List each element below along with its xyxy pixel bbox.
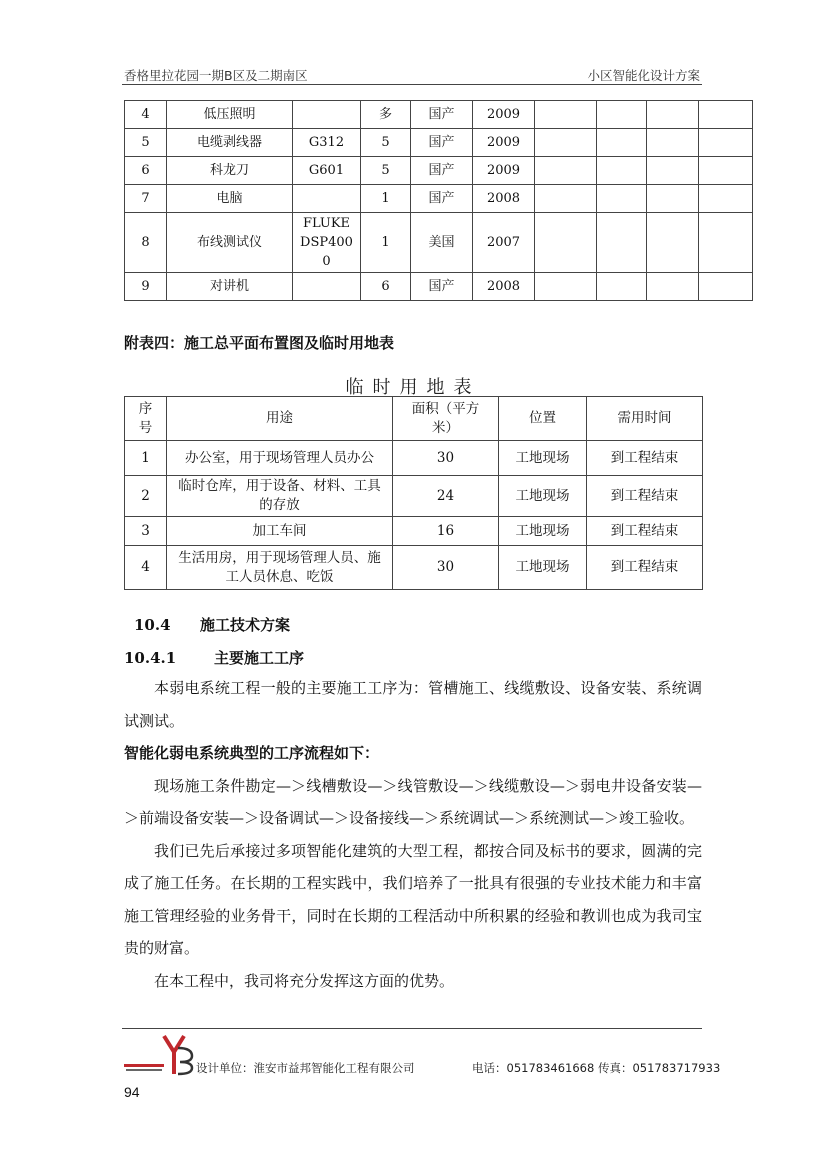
header-divider <box>122 84 702 85</box>
cell-location: 工地现场 <box>499 441 587 476</box>
cell-empty <box>647 213 699 273</box>
cell-origin: 国产 <box>411 129 473 157</box>
footer-divider <box>122 1028 702 1029</box>
cell-use: 生活用房，用于现场管理人员、施工人员休息、吃饭 <box>167 546 393 590</box>
land-table-title: 临时用地表 <box>345 377 481 398</box>
cell-qty: 1 <box>361 213 411 273</box>
cell-empty <box>535 157 597 185</box>
cell-no: 9 <box>125 273 167 301</box>
bold-paragraph: 智能化弱电系统典型的工序流程如下： <box>124 744 380 762</box>
cell-origin: 美国 <box>411 213 473 273</box>
table-row <box>125 185 753 213</box>
cell-name: 对讲机 <box>167 273 293 301</box>
cell-empty <box>699 273 753 301</box>
header-use: 用途 <box>167 397 393 441</box>
section-number: 10.4 <box>134 616 171 634</box>
paragraph: 现场施工条件勘定—＞线槽敷设—＞线管敷设—＞线缆敷设—＞弱电井设备安装—＞前端设备安装—＞设备调试—＞设备接线—＞系统调试—＞系统测试—＞竣工验收。 <box>124 776 702 827</box>
header-area: 面积（平方米） <box>393 397 499 441</box>
cell-empty <box>699 101 753 129</box>
cell-empty <box>699 185 753 213</box>
cell-model: G312 <box>293 129 361 157</box>
paragraph: 在本工程中，我司将充分发挥这方面的优势。 <box>154 971 455 990</box>
cell-name: 科龙刀 <box>167 157 293 185</box>
cell-origin: 国产 <box>411 157 473 185</box>
cell-empty <box>597 101 647 129</box>
cell-empty <box>647 185 699 213</box>
cell-qty: 1 <box>361 185 411 213</box>
cell-no: 3 <box>125 517 167 546</box>
cell-origin: 国产 <box>411 101 473 129</box>
cell-location: 工地现场 <box>499 476 587 517</box>
section-heading <box>134 614 290 635</box>
cell-qty: 5 <box>361 129 411 157</box>
cell-model <box>293 185 361 213</box>
cell-empty <box>647 129 699 157</box>
section-title: 施工技术方案 <box>200 616 291 634</box>
cell-empty <box>535 185 597 213</box>
cell-empty <box>699 157 753 185</box>
cell-qty: 6 <box>361 273 411 301</box>
cell-name: 低压照明 <box>167 101 293 129</box>
cell-time: 到工程结束 <box>587 546 703 590</box>
table-row <box>125 129 753 157</box>
paragraph: 我们已先后承接过多项智能化建筑的大型工程，都按合同及标书的要求，圆满的完成了施工任务。在长期的工程实践中，我们培养了一批具有很强的专业技术能力和丰富施工管理经验的业务骨干，同时在长期的工程活动中所积累的经验和教训也成为我司宝贵的财富。 <box>124 841 702 957</box>
company-logo-icon <box>124 1034 194 1076</box>
cell-location: 工地现场 <box>499 517 587 546</box>
cell-time: 到工程结束 <box>587 476 703 517</box>
cell-year: 2009 <box>473 101 535 129</box>
cell-no: 1 <box>125 441 167 476</box>
cell-no: 2 <box>125 476 167 517</box>
cell-year: 2009 <box>473 157 535 185</box>
land-use-table <box>124 396 703 590</box>
cell-no: 6 <box>125 157 167 185</box>
cell-name: 电缆剥线器 <box>167 129 293 157</box>
cell-use: 办公室，用于现场管理人员办公 <box>167 441 393 476</box>
cell-use: 加工车间 <box>167 517 393 546</box>
table-row <box>125 546 703 590</box>
paragraph: 本弱电系统工程一般的主要施工工序为：管槽施工、线缆敷设、设备安装、系统调试测试。 <box>124 679 702 730</box>
cell-empty <box>535 101 597 129</box>
cell-area: 30 <box>393 546 499 590</box>
cell-empty <box>535 129 597 157</box>
cell-year: 2008 <box>473 273 535 301</box>
cell-no: 5 <box>125 129 167 157</box>
cell-area: 24 <box>393 476 499 517</box>
cell-no: 4 <box>125 101 167 129</box>
table-row <box>125 213 753 273</box>
cell-model <box>293 273 361 301</box>
cell-empty <box>597 213 647 273</box>
footer-company: 设计单位：淮安市益邦智能化工程有限公司 <box>196 1061 415 1075</box>
table-row <box>125 101 753 129</box>
cell-no: 8 <box>125 213 167 273</box>
cell-empty <box>699 129 753 157</box>
footer-contact: 电话：051783461668 传真：051783717933 <box>472 1061 721 1075</box>
table-header-row <box>125 397 703 441</box>
cell-empty <box>597 129 647 157</box>
cell-empty <box>535 213 597 273</box>
cell-qty: 5 <box>361 157 411 185</box>
subsection-title: 主要施工工序 <box>214 649 305 667</box>
cell-empty <box>699 213 753 273</box>
table-row <box>125 273 753 301</box>
equipment-table <box>124 100 753 301</box>
cell-no: 4 <box>125 546 167 590</box>
cell-year: 2007 <box>473 213 535 273</box>
cell-empty <box>535 273 597 301</box>
cell-empty <box>597 157 647 185</box>
cell-area: 30 <box>393 441 499 476</box>
cell-area: 16 <box>393 517 499 546</box>
cell-year: 2008 <box>473 185 535 213</box>
header-time: 需用时间 <box>587 397 703 441</box>
cell-origin: 国产 <box>411 273 473 301</box>
cell-model: G601 <box>293 157 361 185</box>
table-row <box>125 157 753 185</box>
running-header-doc-title: 小区智能化设计方案 <box>587 68 700 83</box>
subsection-number: 10.4.1 <box>124 649 177 667</box>
cell-name: 电脑 <box>167 185 293 213</box>
cell-no: 7 <box>125 185 167 213</box>
cell-model: FLUKE DSP4000 <box>293 213 361 273</box>
cell-use: 临时仓库，用于设备、材料、工具的存放 <box>167 476 393 517</box>
cell-year: 2009 <box>473 129 535 157</box>
table-row <box>125 476 703 517</box>
cell-location: 工地现场 <box>499 546 587 590</box>
cell-empty <box>647 157 699 185</box>
cell-time: 到工程结束 <box>587 517 703 546</box>
cell-time: 到工程结束 <box>587 441 703 476</box>
table-row <box>125 517 703 546</box>
appendix-heading: 附表四：施工总平面布置图及临时用地表 <box>124 334 395 352</box>
cell-qty: 多 <box>361 101 411 129</box>
cell-origin: 国产 <box>411 185 473 213</box>
cell-empty <box>647 101 699 129</box>
cell-name: 布线测试仪 <box>167 213 293 273</box>
cell-model <box>293 101 361 129</box>
body-text <box>124 672 702 997</box>
cell-empty <box>597 185 647 213</box>
header-no: 序号 <box>125 397 167 441</box>
running-header-project: 香格里拉花园一期B区及二期南区 <box>124 68 308 83</box>
subsection-heading <box>124 647 304 668</box>
table-row <box>125 441 703 476</box>
page-number: 94 <box>124 1084 140 1100</box>
cell-empty <box>597 273 647 301</box>
cell-empty <box>647 273 699 301</box>
header-location: 位置 <box>499 397 587 441</box>
